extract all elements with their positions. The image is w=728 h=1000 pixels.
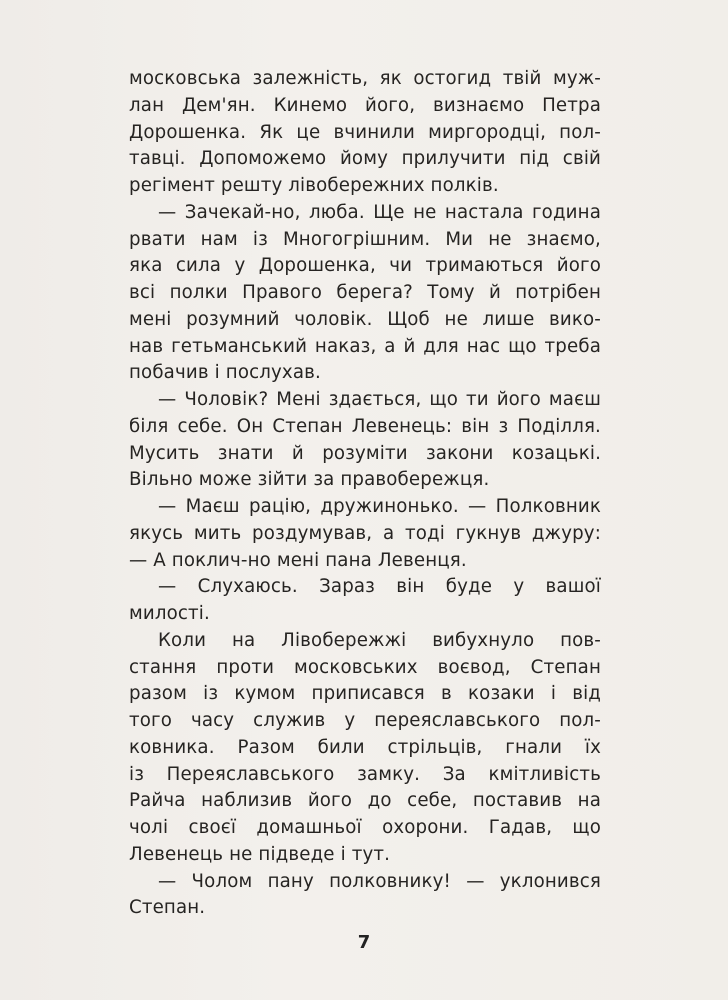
text-line: Степан. — [129, 897, 206, 919]
text-line: Левенець не підведе і тут. — [129, 843, 391, 865]
text-line: всі полки Правого берега? Тому й потрібен — [129, 282, 601, 303]
text-line: побачив і послухав. — [129, 362, 321, 384]
text-line: тавці. Допоможемо йому прилучити під свій — [129, 148, 601, 170]
paragraph — [129, 628, 601, 869]
text-line: — Чолом пану полковнику! — уклонився — [158, 870, 601, 892]
text-line: разом із кумом приписався в козаки і від — [129, 683, 601, 705]
paragraph — [129, 494, 601, 574]
paragraph — [129, 387, 601, 494]
paragraph — [129, 869, 601, 923]
text-line: біля себе. Он Степан Левенець: він з Поділля. — [129, 415, 601, 437]
text-line: регімент решту лівобережних полків. — [129, 175, 499, 196]
paragraph — [129, 200, 601, 387]
text-line: із Переяславського замку. За кмітливість — [129, 763, 601, 785]
text-line: мені розумний чоловік. Щоб не лише вико- — [129, 308, 601, 330]
text-line: ковника. Разом били стрільців, гнали їх — [129, 736, 601, 758]
text-line: чолі своєї домашньої охорони. Гадав, що — [129, 817, 601, 838]
text-line: того часу служив у переяславського пол- — [129, 710, 601, 731]
text-line: рвати нам із Многогрішним. Ми не знаємо, — [129, 228, 601, 250]
text-line: — Маєш рацію, дружинонько. — Полковник — [158, 496, 601, 517]
text-line: Вільно може зійти за правобережця. — [129, 469, 490, 491]
text-line: лан Дем'ян. Кинемо його, визнаємо Петра — [129, 94, 601, 116]
page-number: 7 — [357, 932, 371, 953]
body-text — [129, 66, 601, 922]
text-line: яка сила у Дорошенка, чи тримаються його — [129, 255, 601, 277]
text-line: Коли на Лівобережжі вибухнуло пов- — [158, 629, 601, 651]
paragraph — [129, 66, 601, 200]
text-line: якусь мить роздумував, а тоді гукнув джуру: — [129, 522, 601, 544]
text-line: Дорошенка. Як це вчинили миргородці, пол- — [129, 121, 601, 143]
text-line: — А поклич-но мені пана Левенця. — [129, 549, 467, 571]
text-line: — Зачекай-но, люба. Ще не настала година — [158, 201, 601, 223]
text-line: стання проти московських воєвод, Степан — [129, 656, 601, 678]
text-line: — Слухаюсь. Зараз він буде у вашої — [158, 576, 601, 598]
text-line: Мусить знати й розуміти закони козацькі. — [129, 442, 601, 464]
text-line: милості. — [129, 603, 210, 624]
text-line: московська залежність, як остогид твій муж- — [129, 68, 601, 89]
text-line: Райча наблизив його до себе, поставив на — [129, 790, 601, 812]
text-line: нав гетьманський наказ, а й для нас що треба — [129, 335, 601, 357]
paragraph — [129, 574, 601, 628]
text-line: — Чоловік? Мені здається, що ти його маєш — [158, 389, 601, 410]
